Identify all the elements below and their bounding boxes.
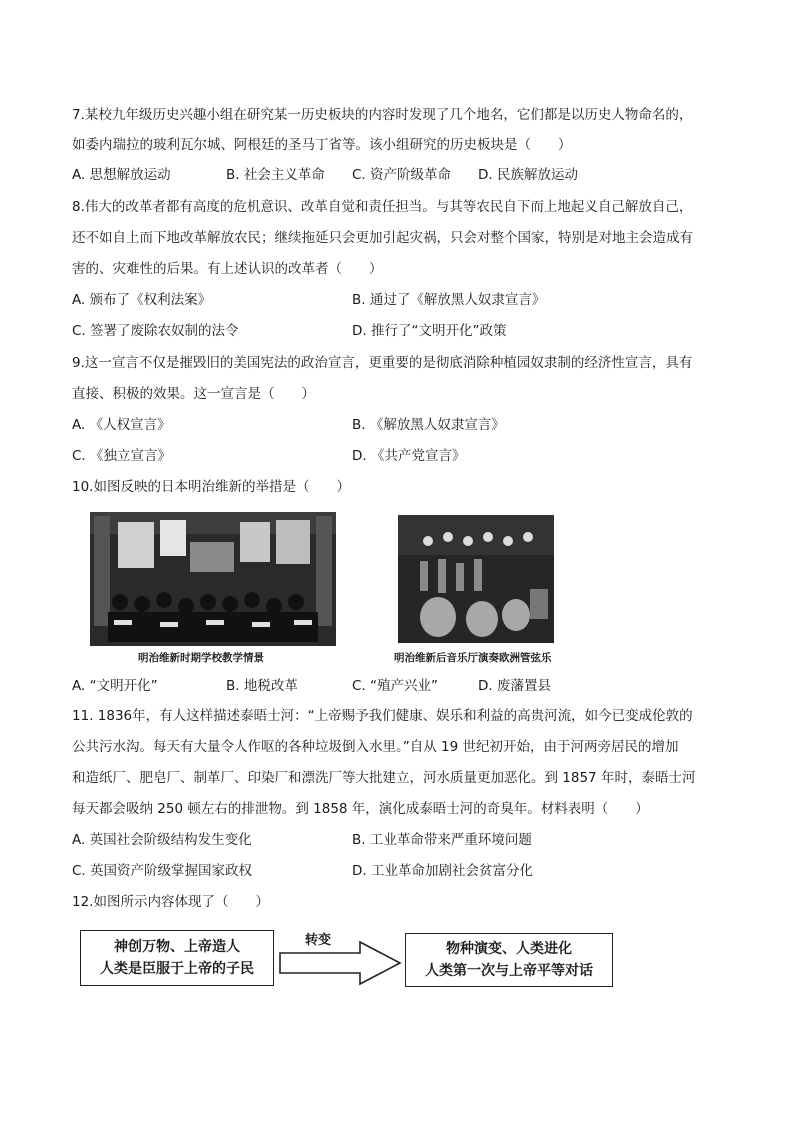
after-belief-box (405, 933, 613, 987)
after-belief-line-2: 人类第一次与上帝平等对话 (425, 963, 593, 979)
q9-option-a[interactable]: A. 《人权宣言》 (72, 417, 171, 433)
q7-stem-line-1: 7.某校九年级历史兴趣小组在研究某一历史板块的内容时发现了几个地名，它们都是以历史人物命名的， (72, 107, 693, 123)
after-belief-line-1: 物种演变、人类进化 (446, 941, 572, 957)
q11-option-c[interactable]: C. 英国资产阶级掌握国家政权 (72, 863, 253, 879)
before-belief-line-1: 神创万物、上帝造人 (114, 939, 240, 955)
q11-stem-line-1: 11. 1836年，有人这样描述泰晤士河：“上帝赐予我们健康、娱乐和利益的高贵河流，如今已变成伦敦的 (72, 708, 693, 724)
q7-option-b[interactable]: B. 社会主义革命 (226, 167, 325, 183)
q9-option-b[interactable]: B. 《解放黑人奴隶宣言》 (352, 417, 505, 433)
q11-option-a[interactable]: A. 英国社会阶级结构发生变化 (72, 832, 252, 848)
q11-stem-line-3: 和造纸厂、肥皂厂、制革厂、印染厂和漂洗厂等大批建立，河水质量更加恶化。到 1857 年时，泰晤士河 (72, 770, 696, 786)
q8-stem-line-1: 8.伟大的改革者都有高度的危机意识、改革自觉和责任担当。与其等农民自下而上地起义自己解放自己， (72, 199, 693, 215)
q10-option-d[interactable]: D. 废藩置县 (478, 678, 551, 694)
q8-option-a[interactable]: A. 颁布了《权利法案》 (72, 292, 212, 308)
q8-stem-line-3: 害的、灾难性的后果。有上述认识的改革者（ ） (72, 261, 383, 277)
q8-stem-line-2: 还不如自上而下地改革解放农民；继续拖延只会更加引起灾祸，只会对整个国家，特别是对地主会造成有 (72, 230, 693, 246)
q10-option-b[interactable]: B. 地税改革 (226, 678, 298, 694)
q11-option-d[interactable]: D. 工业革命加剧社会贫富分化 (352, 863, 533, 879)
school-class-photo (90, 512, 336, 646)
q10-option-a[interactable]: A. “文明开化” (72, 678, 158, 694)
q7-stem-line-2: 如委内瑞拉的玻利瓦尔城、阿根廷的圣马丁省等。该小组研究的历史板块是（ ） (72, 137, 572, 153)
q9-stem-line-2: 直接、积极的效果。这一宣言是（ ） (72, 386, 315, 402)
q9-option-c[interactable]: C. 《独立宣言》 (72, 448, 172, 464)
q11-stem-line-4: 每天都会吸纳 250 顿左右的排泄物。到 1858 年，演化成泰晤士河的奇臭年。材料表明（ ） (72, 801, 649, 817)
q7-option-a[interactable]: A. 思想解放运动 (72, 167, 171, 183)
right-arrow-icon (278, 940, 404, 986)
school-photo-caption: 明治维新时期学校教学情景 (138, 652, 264, 664)
before-belief-box (80, 930, 274, 986)
q8-option-d[interactable]: D. 推行了“文明开化”政策 (352, 323, 507, 339)
q8-option-b[interactable]: B. 通过了《解放黑人奴隶宣言》 (352, 292, 546, 308)
transition-label: 转变 (305, 933, 332, 948)
before-belief-line-2: 人类是臣服于上帝的子民 (100, 961, 254, 977)
q7-option-c[interactable]: C. 资产阶级革命 (352, 167, 452, 183)
q12-stem: 12.如图所示内容体现了（ ） (72, 894, 269, 910)
q9-stem-line-1: 9.这一宣言不仅是摧毁旧的美国宪法的政治宣言，更重要的是彻底消除种植园奴隶制的经济性宣言，具有 (72, 355, 693, 371)
q11-stem-line-2: 公共污水沟。每天有大量令人作呕的各种垃圾倒入水里。”自从 19 世纪初开始，由于河两旁居民的增加 (72, 739, 679, 755)
concert-photo-caption: 明治维新后音乐厅演奏欧洲管弦乐 (394, 652, 552, 664)
q7-option-d[interactable]: D. 民族解放运动 (478, 167, 578, 183)
concert-hall-photo (398, 515, 554, 643)
q10-stem: 10.如图反映的日本明治维新的举措是（ ） (72, 479, 350, 495)
q10-option-c[interactable]: C. “殖产兴业” (352, 678, 438, 694)
q9-option-d[interactable]: D. 《共产党宣言》 (352, 448, 466, 464)
q11-option-b[interactable]: B. 工业革命带来严重环境问题 (352, 832, 532, 848)
q8-option-c[interactable]: C. 签署了废除农奴制的法令 (72, 323, 239, 339)
